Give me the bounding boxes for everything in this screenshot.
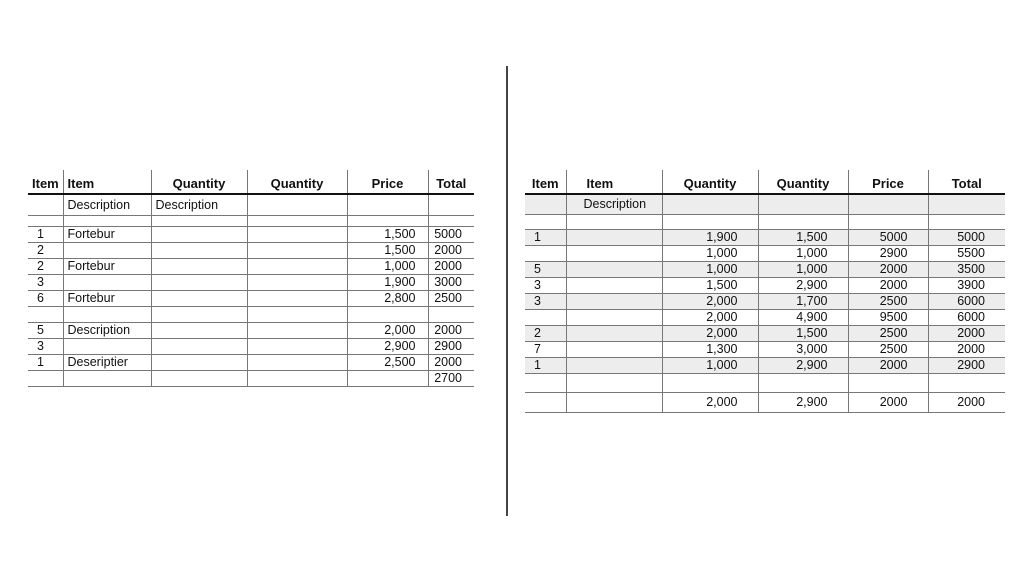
cell [151,355,247,371]
cell [566,278,662,294]
table-row [525,374,1005,393]
cell: 3 [28,275,63,291]
header-quantity: Quantity [758,170,848,194]
cell: 1 [28,355,63,371]
table-row [28,323,474,339]
header-quantity: Quantity [662,170,758,194]
cell: 2 [28,259,63,275]
cell: 2000 [848,358,928,374]
cell [151,275,247,291]
cell [63,275,151,291]
cell [566,230,662,246]
cell: 1,500 [347,227,428,243]
cell: 1,500 [662,278,758,294]
cell: 2,500 [347,355,428,371]
cell [428,216,474,227]
cell: 5 [28,323,63,339]
right-subheader-row [525,194,1005,215]
cell [525,215,566,230]
cell: 2000 [428,355,474,371]
cell: 1,300 [662,342,758,358]
cell: 9500 [848,310,928,326]
cell: 2000 [928,326,1005,342]
subheader-cell [525,194,566,215]
table-row [525,294,1005,310]
cell: 1,700 [758,294,848,310]
cell: 6000 [928,294,1005,310]
cell [247,291,347,307]
cell [63,216,151,227]
cell [566,246,662,262]
cell: Fortebur [63,291,151,307]
cell: 1,000 [662,246,758,262]
cell: 3 [28,339,63,355]
table-row [525,262,1005,278]
cell [28,371,63,387]
cell: 1,900 [347,275,428,291]
cell [525,393,566,413]
header-quantity: Quantity [151,170,247,194]
cell: 7 [525,342,566,358]
cell: 1,000 [758,262,848,278]
table-row [525,246,1005,262]
table-row [28,243,474,259]
cell: 2500 [428,291,474,307]
header-price: Price [347,170,428,194]
table-row [28,259,474,275]
table-row [28,355,474,371]
cell: 2,000 [347,323,428,339]
header-item-description: Item [63,170,151,194]
cell: Description [63,323,151,339]
cell: 1 [525,230,566,246]
cell: Deseriptier [63,355,151,371]
cell [247,216,347,227]
cell [247,371,347,387]
header-price: Price [848,170,928,194]
cell: 2000 [428,323,474,339]
header-item: Item [525,170,566,194]
cell: 2000 [928,393,1005,413]
cell [566,215,662,230]
cell: 1,000 [662,262,758,278]
cell: 3 [525,294,566,310]
cell [566,294,662,310]
table-row [28,216,474,227]
cell: 2 [525,326,566,342]
cell: 5500 [928,246,1005,262]
subheader-cell: Description [63,194,151,216]
cell: 1 [28,227,63,243]
cell [151,216,247,227]
cell: 2900 [928,358,1005,374]
table-row [525,230,1005,246]
cell: 2,000 [662,310,758,326]
cell: 2900 [428,339,474,355]
cell [247,275,347,291]
cell [525,374,566,393]
cell: 1,500 [758,326,848,342]
cell: 3000 [428,275,474,291]
cell [566,262,662,278]
cell [151,371,247,387]
cell: 2900 [848,246,928,262]
cell: 2000 [428,259,474,275]
cell [151,307,247,323]
left-table [28,170,474,387]
cell: 2,000 [662,326,758,342]
cell [662,374,758,393]
cell [347,371,428,387]
cell [247,355,347,371]
cell: 2,900 [758,358,848,374]
subheader-cell [928,194,1005,215]
cell: 6000 [928,310,1005,326]
table-row [28,227,474,243]
table-row [525,310,1005,326]
subheader-cell [758,194,848,215]
cell: 2700 [428,371,474,387]
subheader-cell [428,194,474,216]
cell: 2000 [848,278,928,294]
cell: 1,000 [662,358,758,374]
cell [347,307,428,323]
cell [247,259,347,275]
cell [566,326,662,342]
header-item-description: Item [566,170,662,194]
cell [848,374,928,393]
cell: 2000 [928,342,1005,358]
table-row [525,358,1005,374]
cell: 2500 [848,342,928,358]
subheader-cell [247,194,347,216]
cell: 2000 [848,393,928,413]
cell: 1,500 [758,230,848,246]
cell [151,339,247,355]
header-total: Total [428,170,474,194]
cell [566,310,662,326]
header-quantity: Quantity [247,170,347,194]
cell [525,310,566,326]
cell [928,215,1005,230]
left-header-row [28,170,474,194]
cell: 5000 [928,230,1005,246]
subheader-cell: Description [151,194,247,216]
cell [566,358,662,374]
cell [63,371,151,387]
cell: 3 [525,278,566,294]
cell [428,307,474,323]
table-row [28,307,474,323]
table-row [525,278,1005,294]
cell [28,216,63,227]
right-table [525,170,1005,413]
cell: 5000 [848,230,928,246]
table-row [28,339,474,355]
subheader-cell [347,194,428,216]
table-row-totals [525,393,1005,413]
cell: 5 [525,262,566,278]
cell [63,307,151,323]
subheader-cell [662,194,758,215]
header-total: Total [928,170,1005,194]
cell: 2,900 [758,278,848,294]
cell [151,259,247,275]
cell: Fortebur [63,259,151,275]
cell [151,291,247,307]
cell [247,243,347,259]
cell: 5000 [428,227,474,243]
cell: 1 [525,358,566,374]
cell: 1,500 [347,243,428,259]
cell [63,339,151,355]
table-row [525,342,1005,358]
column-divider [506,66,508,516]
cell: 2000 [848,262,928,278]
cell: 1,000 [758,246,848,262]
cell [662,215,758,230]
cell [151,243,247,259]
cell [347,216,428,227]
cell [247,227,347,243]
cell [151,323,247,339]
cell [848,215,928,230]
cell [63,243,151,259]
table-row [28,275,474,291]
header-item: Item [28,170,63,194]
cell [28,307,63,323]
cell: 4,900 [758,310,848,326]
cell: 2500 [848,326,928,342]
subheader-cell [28,194,63,216]
cell [566,374,662,393]
cell: 3500 [928,262,1005,278]
cell [247,339,347,355]
cell [151,227,247,243]
cell: 2500 [848,294,928,310]
table-row [525,215,1005,230]
subheader-cell: Description [566,194,662,215]
cell: 2,000 [662,393,758,413]
right-header-row [525,170,1005,194]
cell: 1,000 [347,259,428,275]
cell [247,323,347,339]
cell [247,307,347,323]
cell: 1,900 [662,230,758,246]
subheader-cell [848,194,928,215]
cell [525,246,566,262]
cell: 3,000 [758,342,848,358]
cell: 6 [28,291,63,307]
cell [758,374,848,393]
cell: 2,800 [347,291,428,307]
cell: 3900 [928,278,1005,294]
table-row [28,371,474,387]
cell [928,374,1005,393]
cell: 2,900 [347,339,428,355]
left-subheader-row [28,194,474,216]
table-row [525,326,1005,342]
cell [758,215,848,230]
table-row [28,291,474,307]
cell: 2 [28,243,63,259]
cell: 2,000 [662,294,758,310]
cell: 2000 [428,243,474,259]
cell [566,342,662,358]
cell: 2,900 [758,393,848,413]
cell: Fortebur [63,227,151,243]
cell [566,393,662,413]
